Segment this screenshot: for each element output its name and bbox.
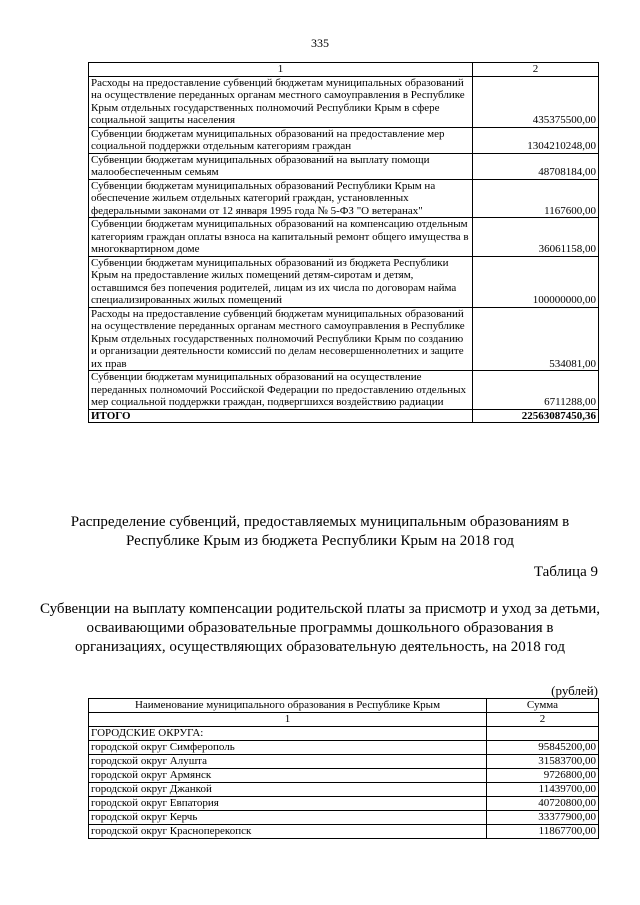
- table-row: [89, 371, 599, 410]
- municipality-name: городской округ Армянск: [89, 769, 487, 783]
- total-row: [89, 409, 599, 423]
- municipality-amount: 11439700,00: [487, 783, 599, 797]
- municipality-name: городской округ Евпатория: [89, 797, 487, 811]
- row-description: Субвенции бюджетам муниципальных образований на выплату помощи малообеспеченным семьям: [89, 153, 473, 179]
- row-amount: 48708184,00: [473, 153, 599, 179]
- units-label: (рублей): [551, 683, 598, 698]
- municipality-name: городской округ Керчь: [89, 811, 487, 825]
- row-amount: 1167600,00: [473, 179, 599, 218]
- municipality-name: городской округ Красноперекопск: [89, 825, 487, 839]
- total-amount: 22563087450,36: [473, 409, 599, 423]
- table-row: [89, 825, 599, 839]
- col-number-1: 1: [89, 63, 473, 77]
- table-row: [89, 755, 599, 769]
- table-row: [89, 783, 599, 797]
- municipality-amount: 11867700,00: [487, 825, 599, 839]
- col-number-1: 1: [89, 713, 487, 727]
- municipality-amount: 9726800,00: [487, 769, 599, 783]
- row-description: Субвенции бюджетам муниципальных образований на предоставление мер социальной поддержки отдельным категориям граждан: [89, 127, 473, 153]
- table-row: [89, 256, 599, 307]
- row-amount: 100000000,00: [473, 256, 599, 307]
- table-row: [89, 127, 599, 153]
- municipality-amount: 31583700,00: [487, 755, 599, 769]
- row-amount: 6711288,00: [473, 371, 599, 410]
- compensation-table: [88, 698, 599, 839]
- table-row: [89, 179, 599, 218]
- col-number-2: 2: [487, 713, 599, 727]
- municipality-amount: 40720800,00: [487, 797, 599, 811]
- table-header-row: [89, 63, 599, 77]
- row-description: Субвенции бюджетам муниципальных образований из бюджета Республики Крым на предоставление жилых помещений детям-сиротам и детям, оставшимся без попечения родителей, лицам из их числа по договорам найма специализированных жилых помещений: [89, 256, 473, 307]
- table-row: [89, 76, 599, 127]
- section-label: ГОРОДСКИЕ ОКРУГА:: [89, 727, 487, 741]
- municipality-name: городской округ Джанкой: [89, 783, 487, 797]
- row-description: Расходы на предоставление субвенций бюджетам муниципальных образований на осуществление переданных органам местного самоуправления в Республике Крым отдельных государственных полномочий Республики Крым в сфере социальной защиты населения: [89, 76, 473, 127]
- table-row: [89, 769, 599, 783]
- row-description: Расходы на предоставление субвенций бюджетам муниципальных образований на осуществление переданных органам местного самоуправления в Республике Крым отдельных государственных полномочий Республики Крым по созданию и организации деятельности комиссий по делам несовершеннолетних и защите их прав: [89, 307, 473, 371]
- table-row: [89, 153, 599, 179]
- row-amount: 435375500,00: [473, 76, 599, 127]
- municipality-amount: 95845200,00: [487, 741, 599, 755]
- total-label: ИТОГО: [89, 409, 473, 423]
- table-row: [89, 741, 599, 755]
- subventions-table: [88, 62, 599, 423]
- distribution-heading: Распределение субвенций, предоставляемых муниципальным образованиям в Республике Крым из бюджета Республики Крым на 2018 год: [70, 514, 570, 549]
- col-header-amount: Сумма: [487, 699, 599, 713]
- section-row: [89, 727, 599, 741]
- table-header-row: [89, 699, 599, 713]
- col-number-2: 2: [473, 63, 599, 77]
- table-label: Таблица 9: [533, 564, 598, 580]
- row-amount: 534081,00: [473, 307, 599, 371]
- table-number-row: [89, 713, 599, 727]
- table-title: Субвенции на выплату компенсации родительской платы за присмотр и уход за детьми, осваивающими образовательные программы дошкольного образования в организациях, осуществляющих образовательную деятельность, на 2018 год: [40, 601, 601, 655]
- row-description: Субвенции бюджетам муниципальных образований Республики Крым на обеспечение жильем отдельных категорий граждан, установленных федеральными законами от 12 января 1995 года № 5-ФЗ "О ветеранах": [89, 179, 473, 218]
- page-number: 335: [311, 36, 329, 50]
- municipality-name: городской округ Алушта: [89, 755, 487, 769]
- row-amount: 1304210248,00: [473, 127, 599, 153]
- table-row: [89, 797, 599, 811]
- row-amount: 36061158,00: [473, 218, 599, 257]
- col-header-name: Наименование муниципального образования в Республике Крым: [89, 699, 487, 713]
- table-row: [89, 218, 599, 257]
- municipality-amount: 33377900,00: [487, 811, 599, 825]
- row-description: Субвенции бюджетам муниципальных образований на осуществление переданных полномочий Российской Федерации по предоставлению отдельных мер социальной поддержки граждан, подвергшихся воздействию радиации: [89, 371, 473, 410]
- municipality-name: городской округ Симферополь: [89, 741, 487, 755]
- row-description: Субвенции бюджетам муниципальных образований на компенсацию отдельным категориям граждан оплаты взноса на капитальный ремонт общего имущества в многоквартирном доме: [89, 218, 473, 257]
- section-empty-cell: [487, 727, 599, 741]
- table-row: [89, 307, 599, 371]
- table-row: [89, 811, 599, 825]
